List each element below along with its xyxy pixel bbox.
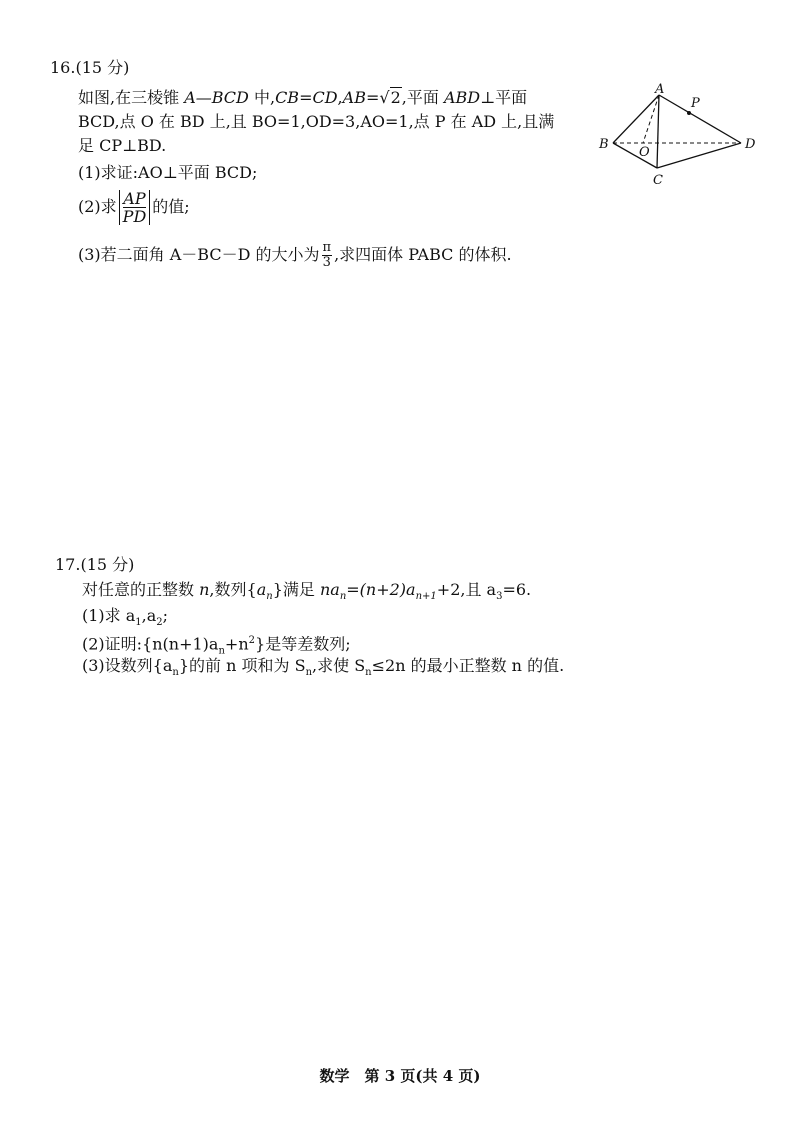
edge-bc [613,143,657,168]
q17-part3-text: (3)设数列{a [82,656,173,675]
q17-number: 17. [55,555,81,574]
q16-part2-text: (2)求 [78,197,117,216]
q16-sqrt-value: 2 [390,88,401,107]
q17-sub: n [305,667,313,679]
q17-score: (15 分) [80,555,135,574]
q16-part2-text: 的值; [152,197,190,216]
q17-part3-text: ,求使 S [312,656,366,675]
q16-score: (15 分) [75,58,130,77]
q17-stem-text: }满足 [272,580,320,599]
q16-eq-cb-cd: CB=CD [275,88,338,107]
q16-comma: , [337,88,343,107]
q16-angle-num: π [322,240,332,255]
q16-plane-abd: ABD [443,88,481,107]
q17-eq: na [319,580,340,599]
q17-sub: 2 [156,617,163,629]
q16-header [50,58,129,78]
q17-sub: n [365,667,372,679]
q16-stem-text: ⊥平面 [480,88,528,107]
edge-cd [657,143,741,168]
q17-part3-text: }的前 n 项和为 S [178,656,306,675]
q17-part3-text: ≤2n 的最小正整数 n 的值. [371,656,565,675]
q16-eq-ab: AB= [342,88,380,107]
label-b: B [599,137,609,152]
q17-sub: n [172,667,179,679]
label-o: O [639,145,650,160]
q17-part1-text: ,a [141,606,157,625]
segment-ao-hidden [643,95,659,143]
q17-sub: 1 [135,617,142,629]
label-d: D [745,137,756,152]
q16-angle-fraction [322,241,333,270]
q16-sqrt: √2 [379,88,401,107]
q17-part1-text: ; [162,606,169,625]
q17-part1-text: (1)求 a [82,606,136,625]
q17-part2-text: }是等差数列; [255,634,351,654]
q17-eq: =(n+2)a [346,580,416,599]
q16-stem-line2: BCD,点 O 在 BD 上,且 BO=1,OD=3,AO=1,点 P 在 AD 上,且满 [78,112,555,131]
q17-stem-text: 对任意的正整数 [82,580,200,599]
q16-part3-text: (3)若二面角 A－BC－D 的大小为 [78,245,320,264]
tetrahedron-figure [595,83,765,193]
label-c: C [653,173,663,188]
q16-tetra-name: A—BCD [184,88,249,107]
page-footer: 数学 第 3 页(共 4 页) [319,1067,481,1085]
q16-part3 [78,240,512,270]
q17-stem-text: ,数列{ [209,580,257,599]
q16-frac-numerator: AP [123,189,146,208]
q17-var-a: a [256,580,267,599]
q17-eq: =6. [502,580,532,599]
q16-frac-denominator: PD [122,207,147,226]
edge-ac [657,95,659,168]
q17-part1 [82,606,168,633]
q16-part1: (1)求证:AO⊥平面 BCD; [78,163,258,182]
edge-ab [613,95,659,143]
q16-part3-text: ,求四面体 PABC 的体积. [334,245,512,264]
q17-part2-text: +n [224,634,249,654]
edge-ad [659,95,741,143]
q17-sub: n [266,591,273,603]
q17-sub: 3 [496,591,503,603]
q17-header [55,555,134,575]
q17-sub: n+1 [415,591,437,603]
q17-sup: 2 [248,635,256,646]
q16-angle-den: 3 [322,255,331,270]
label-a: A [655,83,665,97]
q17-part3 [82,656,564,683]
label-p: P [691,96,700,111]
q16-stem-text: ,平面 [401,88,444,107]
q17-sub: n [218,645,225,657]
q16-stem-text: 中, [248,88,276,107]
q16-stem-line3: 足 CP⊥BD. [78,136,167,155]
q16-abs-fraction [119,190,151,225]
q17-sub: n [339,591,347,603]
q17-eq: +2,且 a [436,580,497,599]
q17-stem [82,580,531,607]
q17-var-n: n [199,580,210,599]
q17-part2-text: (2)证明:{n(n+1)a [82,634,219,654]
q16-number: 16. [50,58,76,77]
q16-stem-text: 如图,在三棱锥 [78,88,185,107]
q16-stem-line1 [78,88,527,108]
point-p [687,111,691,115]
q16-part2 [78,188,190,226]
